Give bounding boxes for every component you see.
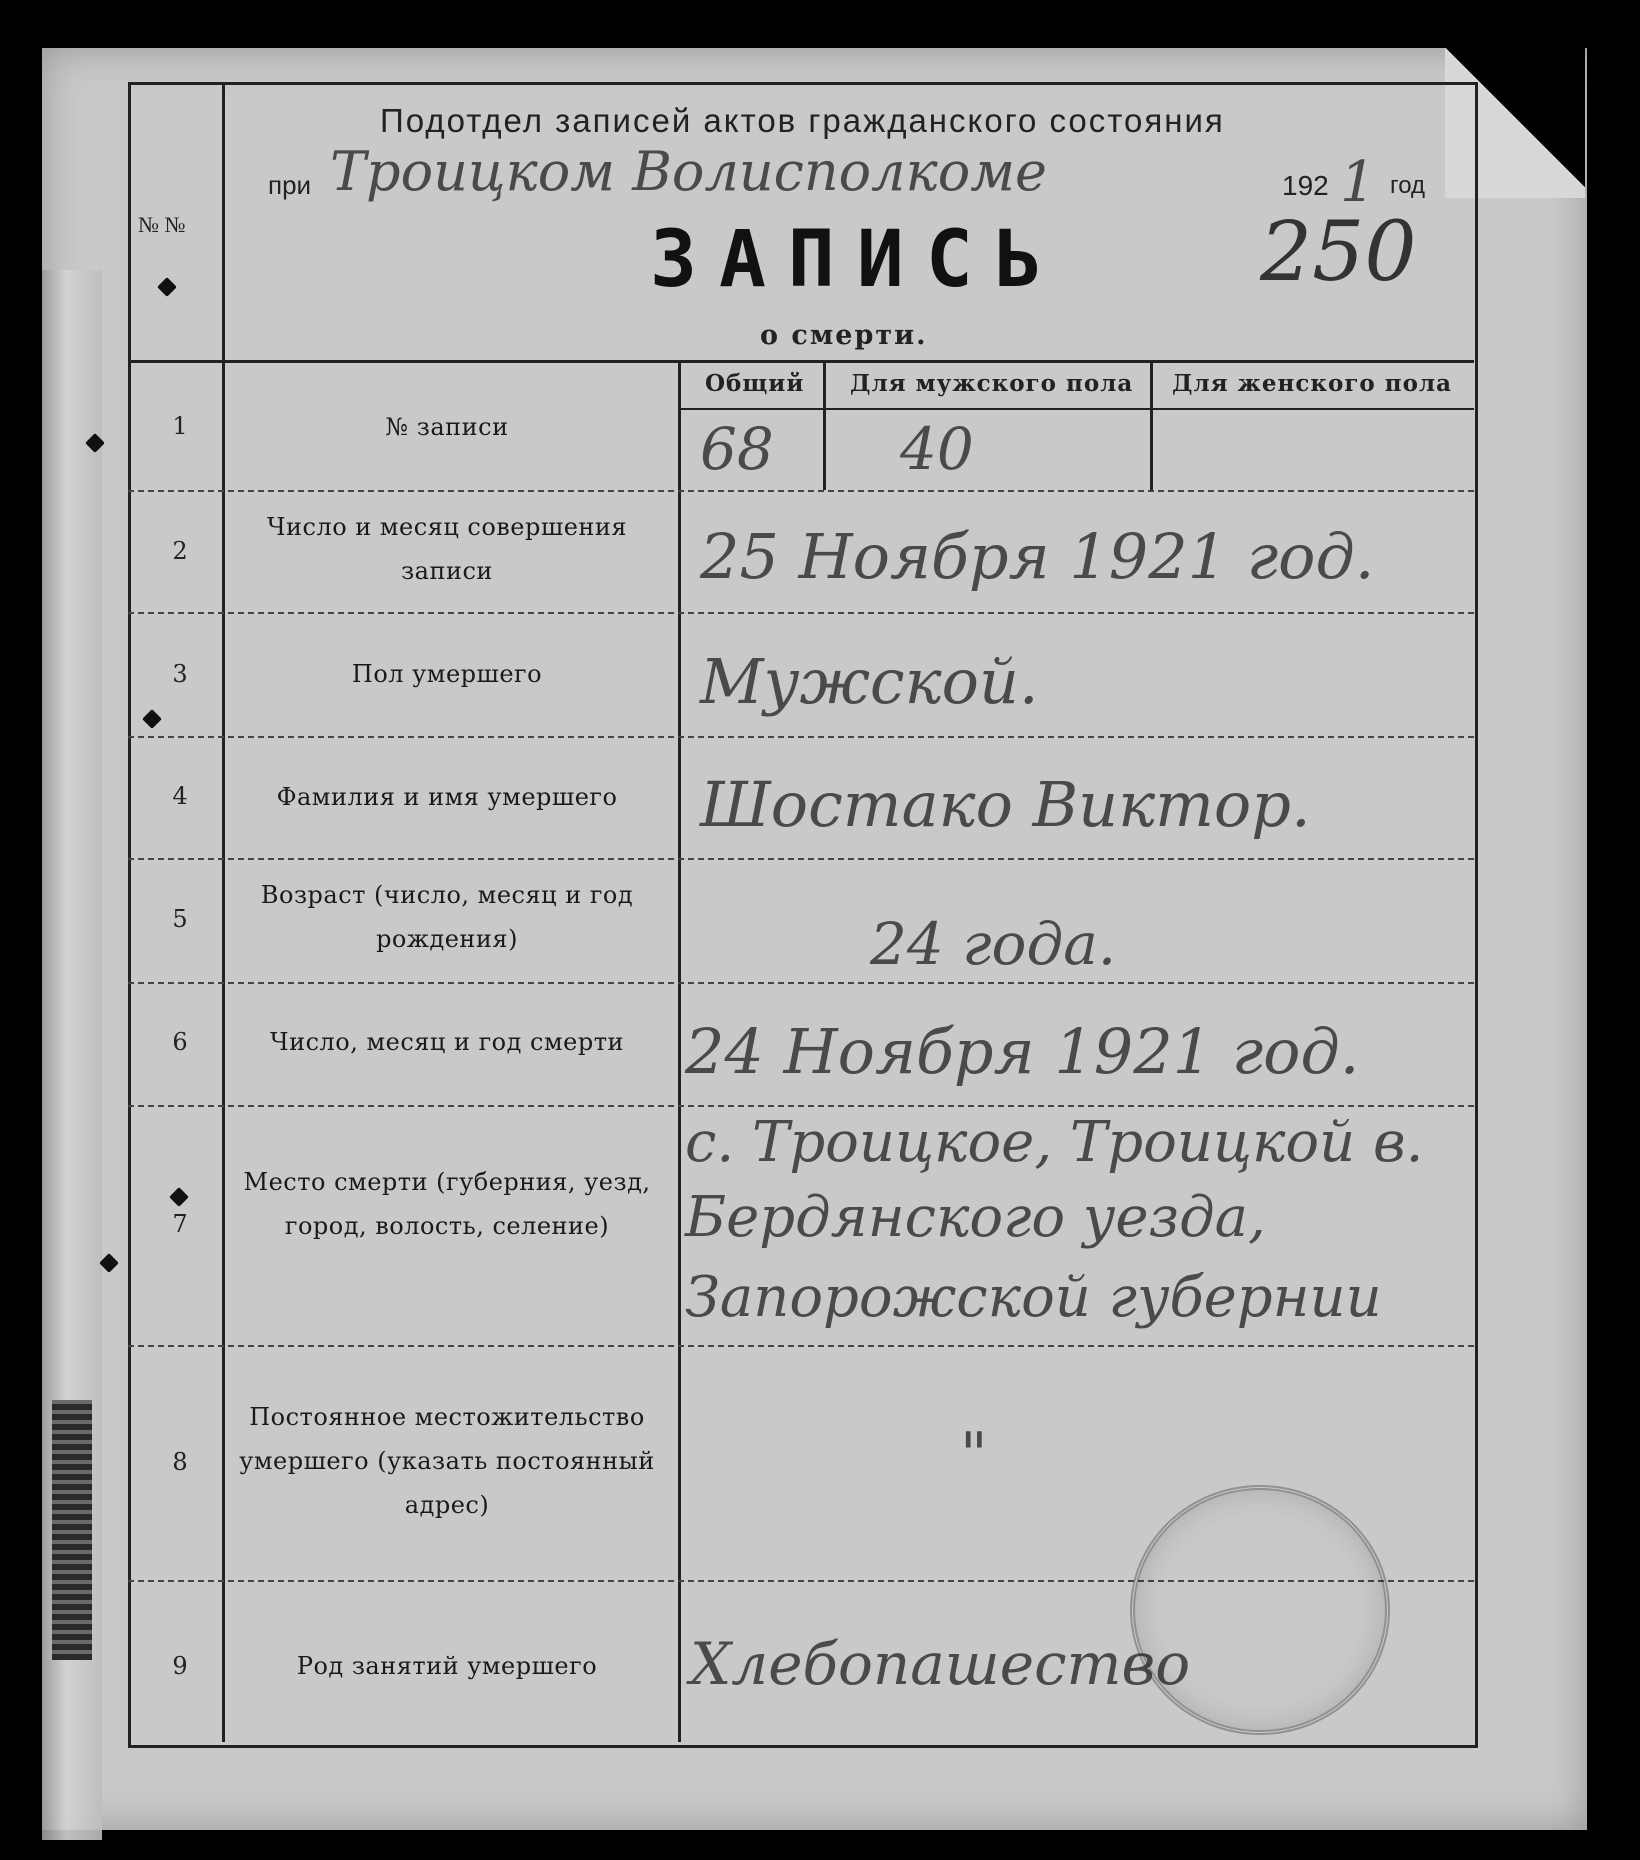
age-value: 24 года.	[870, 910, 1117, 978]
official-stamp	[1130, 1485, 1390, 1735]
handwritten-record-number: 250	[1260, 205, 1417, 300]
row-label-9: Род занятий умершего	[296, 1652, 598, 1680]
record-number-male: 40	[900, 415, 974, 483]
binding-stitching	[52, 1400, 92, 1660]
row-divider-2	[128, 612, 1474, 614]
office-heading: Подотдел записей актов гражданского состояния	[380, 102, 1225, 139]
row-number-5: 5	[172, 905, 188, 933]
col-divider-male-female	[1150, 360, 1153, 490]
sex-value: Мужской.	[700, 645, 1039, 718]
row-divider-3	[128, 736, 1474, 738]
row-number-3: 3	[172, 660, 188, 688]
row-label-7: Место смерти (губерния, уезд, город, волость, селение)	[243, 1168, 651, 1240]
col-divider-total-male	[823, 360, 826, 490]
row-divider-header	[128, 360, 1474, 363]
row-divider-colhead	[678, 408, 1474, 410]
column-heading-female: Для женского пола	[1172, 370, 1453, 397]
page-subtitle: о смерти.	[760, 320, 928, 351]
row-divider-6	[128, 1105, 1474, 1107]
row-divider-4	[128, 858, 1474, 860]
residence-value: "	[960, 1420, 988, 1490]
death-place-line2: Бердянского уезда,	[685, 1185, 1266, 1250]
row-number-1: 1	[172, 412, 188, 440]
pri-label: при	[268, 170, 312, 200]
row-divider-5	[128, 982, 1474, 984]
row-label-3: Пол умершего	[351, 660, 543, 688]
row-number-7: 7	[172, 1210, 188, 1238]
row-label-5: Возраст (число, месяц и год рождения)	[260, 881, 634, 953]
occupation-value: Хлебопашество	[690, 1630, 1191, 1698]
row-number-9: 9	[172, 1652, 188, 1680]
col-divider-num	[222, 82, 225, 1742]
row-number-8: 8	[172, 1448, 188, 1476]
row-label-6: Число, месяц и год смерти	[270, 1028, 624, 1056]
row-number-4: 4	[172, 782, 188, 810]
death-place-line3: Запорожской губернии	[685, 1265, 1382, 1330]
record-date-value: 25 Ноября 1921 год.	[700, 520, 1375, 593]
numnum-label: № №	[138, 212, 186, 237]
death-place-line1: с. Троицкое, Троицкой в.	[685, 1110, 1424, 1175]
row-label-8: Постоянное местожительство умершего (указать постоянный адрес)	[239, 1403, 655, 1519]
handwritten-year-digit: 1	[1340, 150, 1376, 215]
god-label: год	[1390, 172, 1426, 199]
page-title: ЗАПИСЬ	[650, 215, 1064, 305]
row-divider-7	[128, 1345, 1474, 1347]
column-heading-male: Для мужского пола	[850, 370, 1134, 397]
col-divider-label	[678, 360, 681, 1742]
row-number-6: 6	[172, 1028, 188, 1056]
handwritten-office-name: Троицком Волисполкоме	[330, 140, 1048, 203]
column-heading-total: Общий	[705, 370, 805, 397]
year-printed: 192	[1282, 170, 1329, 201]
row-label-1: № записи	[385, 413, 509, 441]
death-date-value: 24 Ноября 1921 год.	[685, 1015, 1360, 1088]
row-number-2: 2	[172, 537, 188, 565]
row-divider-1	[128, 490, 1474, 492]
name-value: Шостако Виктор.	[700, 768, 1311, 841]
row-label-4: Фамилия и имя умершего	[276, 783, 618, 811]
row-label-2: Число и месяц совершения записи	[266, 513, 628, 585]
record-number-total: 68	[700, 415, 774, 483]
